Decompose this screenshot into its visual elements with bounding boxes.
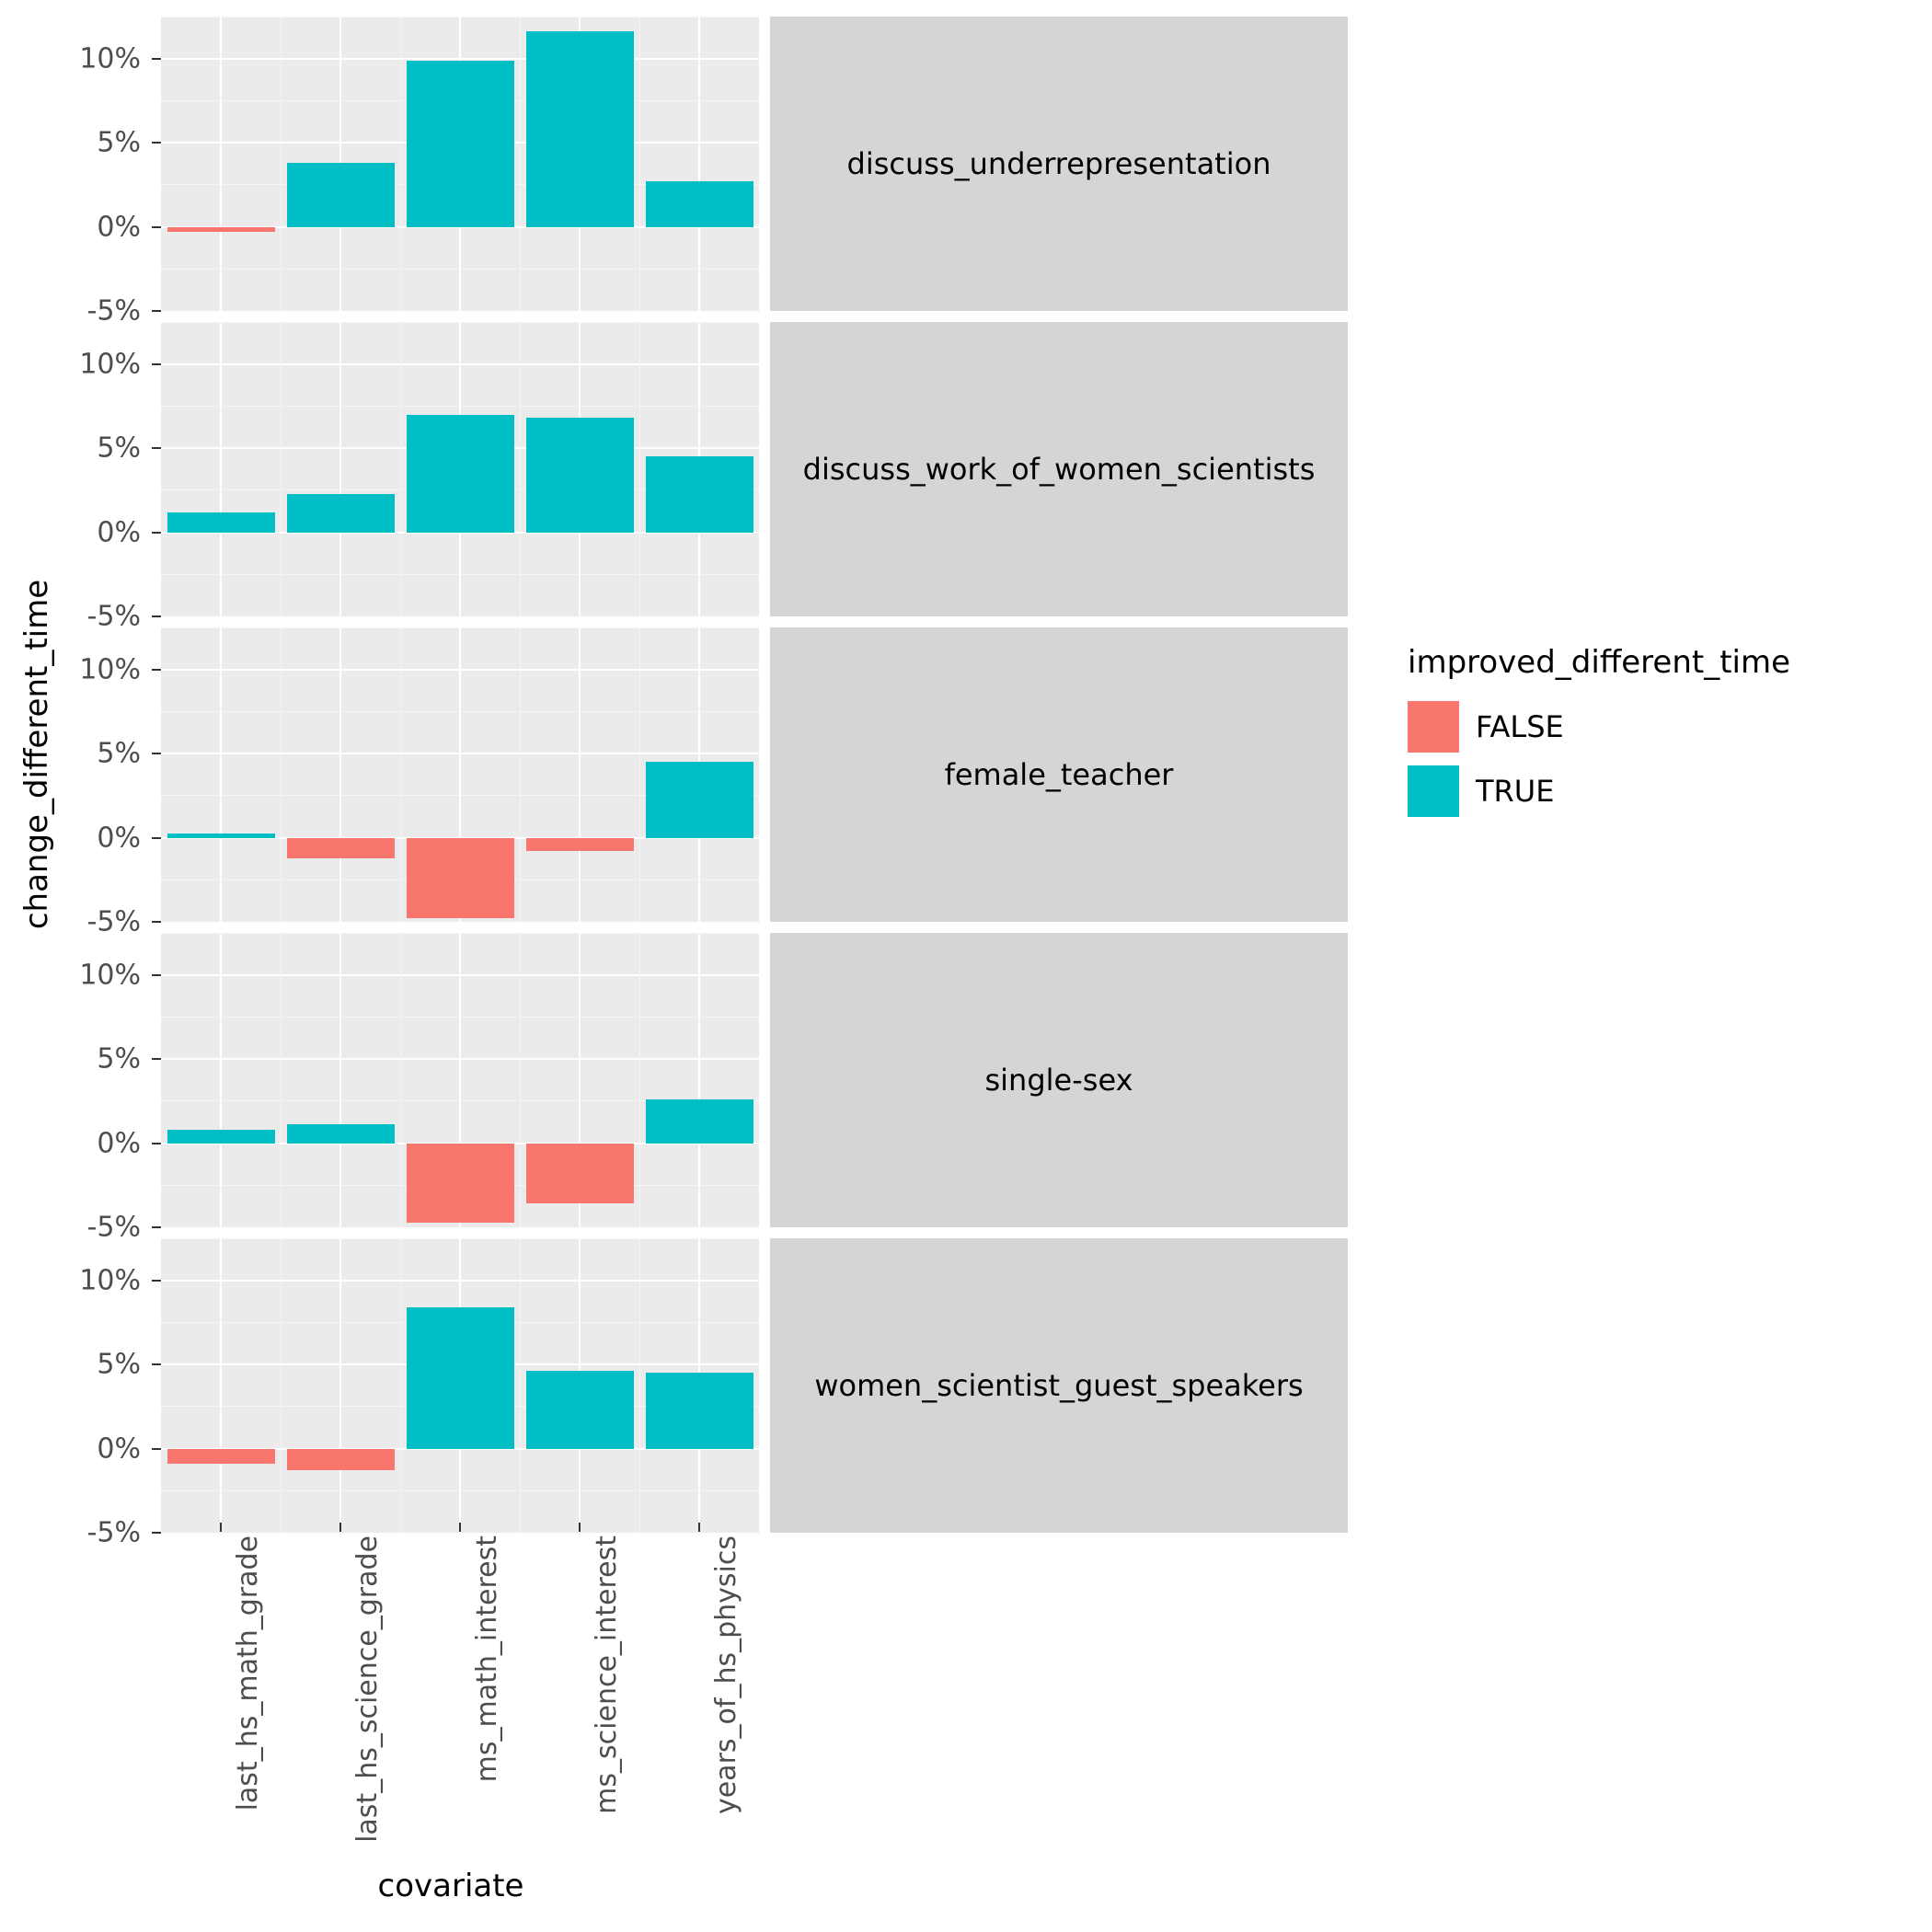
legend [1408,644,1904,830]
y-tick-label: -5% [86,905,141,938]
y-tick-label: 0% [97,1432,141,1466]
bar [407,1144,514,1223]
facet-panels [161,17,1348,1533]
facet-strip-label: female_teacher [944,757,1174,792]
y-tick-mark [152,1058,161,1060]
x-tick-label: last_hs_science_grade [351,1535,384,1843]
legend-key-swatch [1408,701,1459,753]
vgridline-major [220,933,222,1227]
x-tick-mark [579,1523,581,1532]
y-tick-label: 10% [79,959,141,992]
vgridline-major [579,627,581,922]
bar [287,163,395,226]
y-tick-label: 0% [97,211,141,244]
facet-strip-label: women_scientist_guest_speakers [814,1368,1304,1403]
bar [526,1371,634,1448]
x-tick-mark [459,1523,461,1532]
legend-item[interactable] [1408,765,1904,817]
vgridline-minor [400,322,401,616]
y-tick-mark [152,615,161,617]
facet-row [161,17,1348,311]
x-tick-label: last_hs_math_grade [232,1535,264,1811]
bar [526,1144,634,1204]
y-tick-label: 10% [79,348,141,381]
vgridline-minor [639,933,640,1227]
vgridline-minor [400,627,401,922]
bar [167,512,275,533]
vgridline-minor [520,17,521,311]
bar [407,1307,514,1449]
y-tick-mark [152,1532,161,1534]
y-tick-label: 0% [97,822,141,855]
y-tick-label: 0% [97,1127,141,1160]
legend-key-swatch [1408,765,1459,817]
y-tick-mark [152,58,161,60]
y-tick-mark [152,753,161,754]
y-tick-group [0,17,161,328]
x-tick-label: ms_science_interest [591,1535,623,1814]
y-tick-label: 5% [97,1042,141,1075]
x-tick-mark [339,1523,341,1532]
vgridline-minor [520,1238,521,1533]
facet-strip-label: single-sex [984,1063,1133,1098]
bar [526,31,634,226]
bar [646,762,753,837]
legend-items [1408,701,1904,817]
plot-area [161,1238,759,1533]
y-tick-label: 5% [97,737,141,770]
x-tick-mark [698,1523,700,1532]
y-tick-label: 5% [97,1348,141,1381]
plot-area [161,17,759,311]
vgridline-minor [639,17,640,311]
y-tick-mark [152,532,161,534]
vgridline-major [339,322,341,616]
vgridline-major [220,1238,222,1533]
vgridline-minor [639,627,640,922]
vgridline-major [698,17,700,311]
facet-row [161,1238,1348,1533]
vgridline-minor [520,322,521,616]
facet-strip [770,1238,1348,1533]
vgridline-minor [520,627,521,922]
bar [646,1373,753,1448]
vgridline-major [339,627,341,922]
y-tick-mark [152,974,161,976]
y-tick-label: -5% [86,294,141,328]
bar [287,1124,395,1143]
x-tick-mark [220,1523,222,1532]
vgridline-minor [281,933,282,1227]
bar [167,227,275,232]
bar [167,834,275,838]
y-tick-label: -5% [86,1211,141,1244]
y-tick-group [0,627,161,938]
bar [407,61,514,227]
y-tick-mark [152,669,161,671]
facet-strip-label: discuss_work_of_women_scientists [802,452,1316,487]
facet-row [161,627,1348,922]
plot-area [161,322,759,616]
bar [407,838,514,919]
plot-area [161,933,759,1227]
x-axis-title-text: covariate [377,1868,524,1904]
y-tick-mark [152,1143,161,1144]
y-tick-label: 10% [79,653,141,686]
bar [646,1099,753,1144]
vgridline-major [220,322,222,616]
vgridline-minor [281,627,282,922]
bar [167,1449,275,1464]
bar [646,456,753,532]
bar [526,838,634,852]
vgridline-minor [281,17,282,311]
y-tick-mark [152,226,161,228]
y-axis-title-text: change_different_time [18,579,55,930]
facet-strip-label: discuss_underrepresentation [846,146,1271,181]
x-tick-label: years_of_hs_physics [710,1535,742,1815]
y-tick-mark [152,1280,161,1282]
y-tick-mark [152,837,161,839]
vgridline-major [220,627,222,922]
facet-row [161,933,1348,1227]
legend-item[interactable] [1408,701,1904,753]
bar [407,415,514,533]
facet-strip [770,627,1348,922]
legend-label: FALSE [1476,709,1564,744]
x-axis-title [156,1868,745,1904]
bar [287,1449,395,1471]
y-tick-group [0,933,161,1244]
y-tick-mark [152,363,161,365]
vgridline-minor [639,1238,640,1533]
bar [167,1130,275,1144]
y-tick-label: 5% [97,126,141,159]
bar [287,838,395,858]
y-tick-mark [152,310,161,312]
vgridline-minor [400,1238,401,1533]
bar [646,181,753,226]
y-tick-label: -5% [86,600,141,633]
vgridline-major [339,1238,341,1533]
y-tick-label: 5% [97,431,141,465]
facet-strip [770,933,1348,1227]
vgridline-minor [520,933,521,1227]
vgridline-minor [639,322,640,616]
vgridline-minor [400,17,401,311]
vgridline-minor [281,1238,282,1533]
y-tick-mark [152,1448,161,1450]
x-tick-label: ms_math_interest [471,1535,503,1783]
plot-area [161,627,759,922]
y-tick-mark [152,921,161,923]
vgridline-minor [281,322,282,616]
x-axis [161,1523,759,1854]
vgridline-major [698,933,700,1227]
y-tick-label: 10% [79,42,141,75]
legend-label: TRUE [1476,774,1555,809]
y-tick-group [0,1238,161,1549]
facet-strip [770,322,1348,616]
bar [526,418,634,532]
y-tick-label: 0% [97,516,141,549]
vgridline-major [339,933,341,1227]
y-tick-group [0,322,161,633]
facet-row [161,322,1348,616]
vgridline-major [220,17,222,311]
legend-title: improved_different_time [1408,644,1791,681]
vgridline-minor [400,933,401,1227]
y-tick-mark [152,447,161,449]
y-tick-mark [152,142,161,144]
y-tick-label: -5% [86,1516,141,1549]
y-tick-mark [152,1226,161,1228]
facet-strip [770,17,1348,311]
bar [287,494,395,533]
y-tick-label: 10% [79,1264,141,1297]
y-tick-mark [152,1363,161,1365]
